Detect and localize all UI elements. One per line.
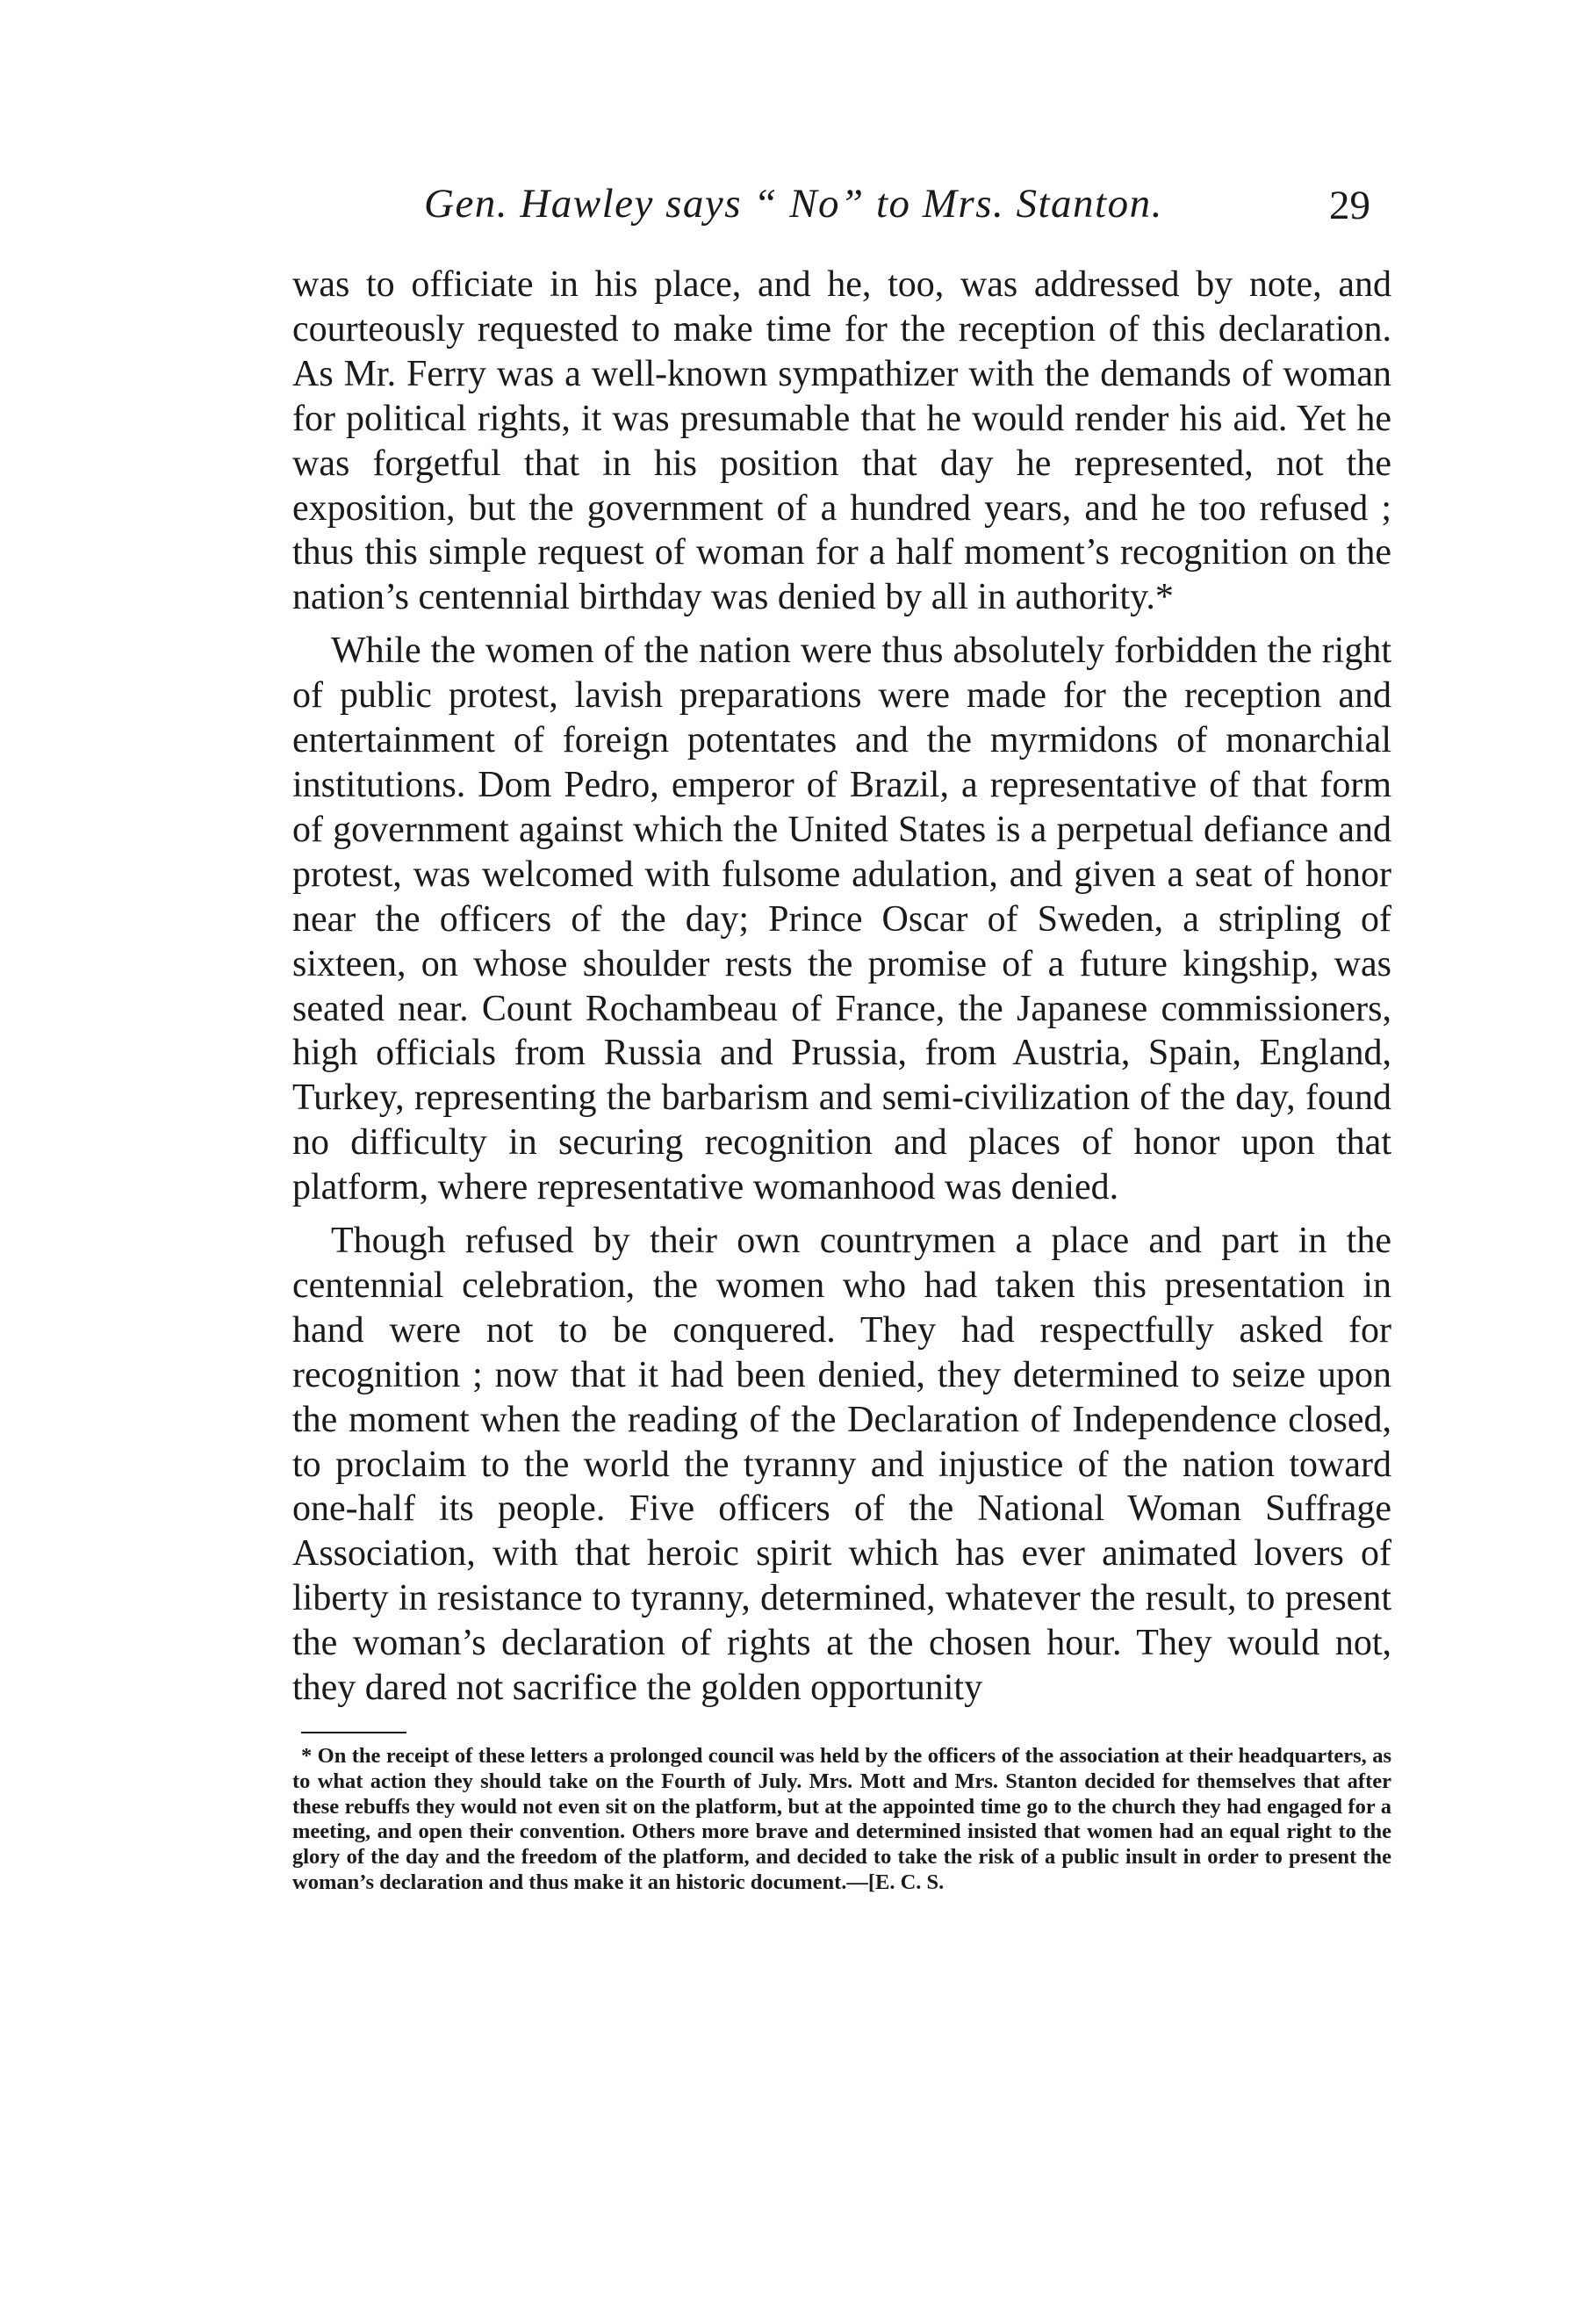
running-title: Gen. Hawley says “ No” to Mrs. Stanton. — [424, 181, 1163, 227]
footnote-divider — [301, 1732, 406, 1733]
running-header — [292, 180, 1391, 241]
page-number: 29 — [1329, 183, 1370, 228]
footnote: * On the receipt of these letters a prolonged council was held by the officers of the association at their headquarters, as to what action they should take on the Fourth of July. Mrs. Mott and Mrs. Stanton decided for themselves that after these rebuffs they would not even sit on the platform, but at the appointed time go to the church they had engaged for a meeting, and open their convention. Others more brave and determined insisted that women had an equal right to the glory of the day and the freedom of the platform, and decided to take the risk of a public insult in order to present the woman’s declaration and thus make it an historic document.—[E. C. S. — [292, 1744, 1391, 1894]
paragraph-women-protest: Though refused by their own countrymen a place and part in the centennial celebration, the women who had taken this presentation in hand were not to be conquered. They had respectfully asked for recognition ; now that it had been denied, they determined to seize upon the moment when the reading of the Declaration of Independence closed, to proclaim to the world the tyranny and injustice of the nation toward one-half its people. Five officers of the National Woman Suffrage Association, with that heroic spirit which has ever animated lovers of liberty in resistance to tyranny, determined, whatever the result, to present the woman’s declaration of rights at the chosen hour. They would not, they dared not sacrifice the golden opportunity — [292, 1221, 1391, 1709]
paragraph-continued: was to officiate in his place, and he, too, was addressed by note, and courteously requested to make time for the reception of this declaration. As Mr. Ferry was a well-known sympathizer with the demands of woman for political rights, it was presumable that he would render his aid. Yet he was forgetful that in his position that day he represented, not the exposition, but the government of a hundred years, and he too refused ; thus this simple request of woman for a half moment’s recognition on the nation’s centennial birthday was denied by all in authority.* — [292, 264, 1391, 618]
body-text — [292, 263, 1391, 1711]
book-page — [292, 180, 1391, 1896]
paragraph-foreign-potentates: While the women of the nation were thus absolutely forbidden the right of public protest, lavish preparations were made for the reception and entertainment of foreign potentates and the myrmidons of monarchial institutions. Dom Pedro, emperor of Brazil, a representative of that form of government against which the United States is a perpetual defiance and protest, was welcomed with fulsome adulation, and given a seat of honor near the officers of the day; Prince Oscar of Sweden, a stripling of sixteen, on whose shoulder rests the promise of a future kingship, was seated near. Count Rochambeau of France, the Japanese commissioners, high officials from Russia and Prussia, from Austria, Spain, England, Turkey, representing the barbarism and semi-civilization of the day, found no difficulty in securing recognition and places of honor upon that platform, where representative womanhood was denied. — [292, 631, 1391, 1208]
